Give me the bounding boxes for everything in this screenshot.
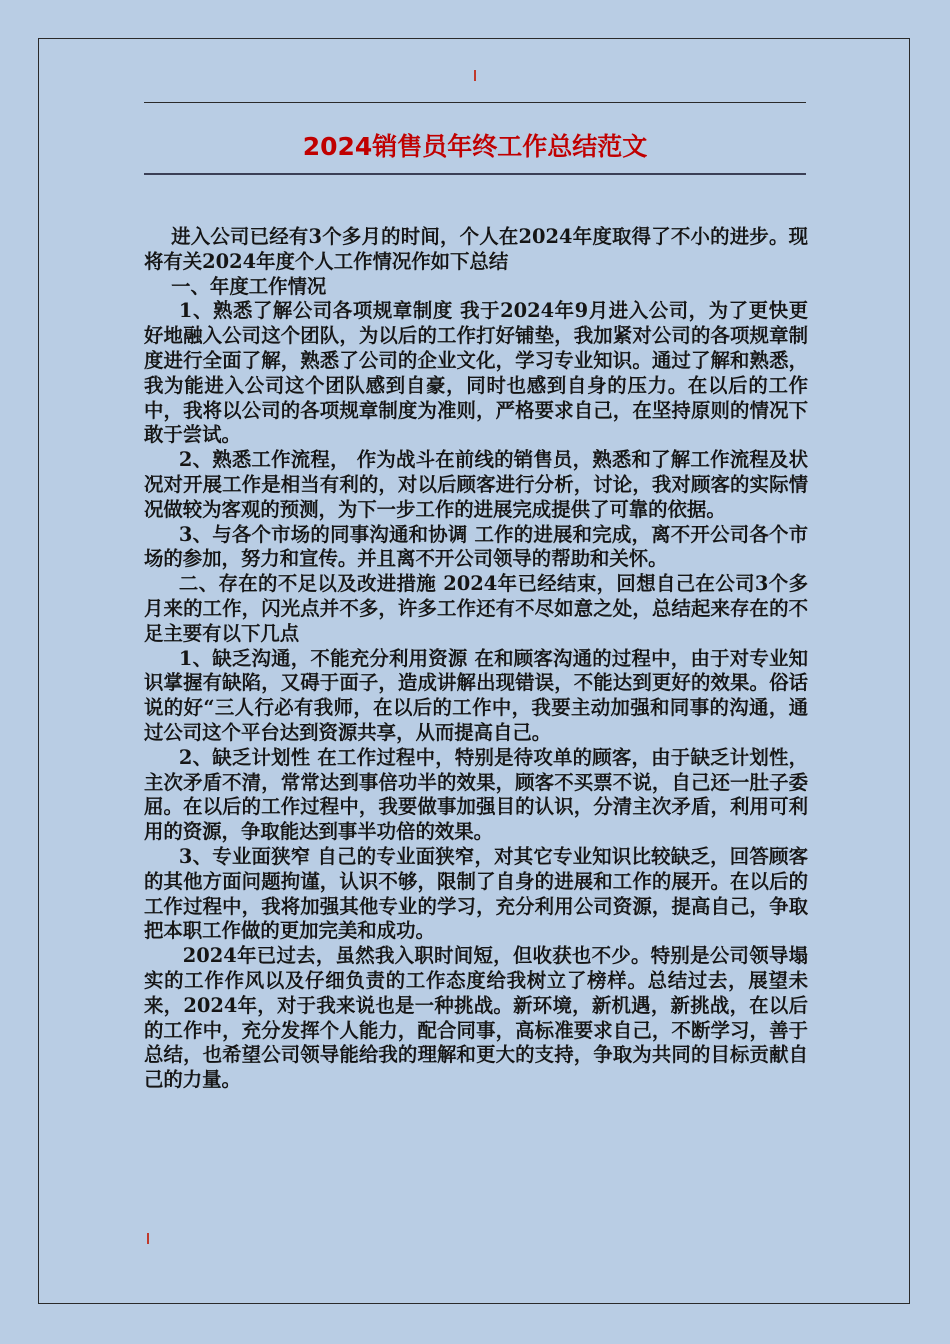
closing-paragraph: 2024年已过去，虽然我入职时间短，但收获也不少。特别是公司领导塌实的工作作风以及仔细负责的工作态度给我树立了榜样。总结过去，展望未来，2024年，对于我来说也是一种挑战。新环境，新机遇，新挑战，在以后的工作中，充分发挥个人能力，配合同事，高标准要求自己，不断学习，善于总结，也希望公司领导能给我的理解和更大的支持，争取为共同的目标贡献自己的力量。 (144, 944, 808, 1092)
title-divider (144, 173, 806, 175)
header-mark (474, 70, 476, 81)
header-divider (144, 102, 806, 103)
item-paragraph: 1、熟悉了解公司各项规章制度 我于2024年9月进入公司，为了更快更好地融入公司这个团队，为以后的工作打好铺垫，我加紧对公司的各项规章制度进行全面了解，熟悉了公司的企业文化，学习专业知识。通过了解和熟悉，我为能进入公司这个团队感到自豪，同时也感到自身的压力。在以后的工作中，我将以公司的各项规章制度为准则，严格要求自己，在坚持原则的情况下敢于尝试。 (144, 299, 808, 447)
section-paragraph-shortcomings: 二、存在的不足以及改进措施 2024年已经结束，回想自己在公司3个多月来的工作，闪光点并不多，许多工作还有不尽如意之处，总结起来存在的不足主要有以下几点 (144, 572, 808, 645)
document-title: 2024销售员年终工作总结范文 (302, 132, 648, 161)
item-paragraph: 3、与各个市场的同事沟通和协调 工作的进展和完成，离不开公司各个市场的参加，努力和宣传。并且离不开公司领导的帮助和关怀。 (144, 522, 808, 571)
item-paragraph: 2、缺乏计划性 在工作过程中，特别是待攻单的顾客，由于缺乏计划性，主次矛盾不清，常常达到事倍功半的效果，顾客不买票不说，自己还一肚子委屈。在以后的工作过程中，我要做事加强目的认识，分清主次矛盾，利用可利用的资源，争取能达到事半功倍的效果。 (144, 745, 808, 844)
item-paragraph: 2、熟悉工作流程， 作为战斗在前线的销售员，熟悉和了解工作流程及状况对开展工作是相当有利的，对以后顾客进行分析，讨论，我对顾客的实际情况做较为客观的预测，为下一步工作的进展完成提供了可靠的依据。 (144, 448, 808, 521)
item-paragraph: 3、专业面狭窄 自己的专业面狭窄，对其它专业知识比较缺乏，回答顾客的其他方面问题拘谨，认识不够，限制了自身的进展和工作的展开。在以后的工作过程中，我将加强其他专业的学习，充分利用公司资源，提高自己，争取把本职工作做的更加完美和成功。 (144, 844, 808, 943)
footer-mark (147, 1233, 149, 1244)
item-paragraph: 1、缺乏沟通，不能充分利用资源 在和顾客沟通的过程中，由于对专业知识掌握有缺陷，又碍于面子，造成讲解出现错误，不能达到更好的效果。俗话说的好“三人行必有我师，在以后的工作中，我要主动加强和同事的沟通，通过公司这个平台达到资源共享，从而提高自己。 (144, 646, 808, 744)
intro-paragraph: 进入公司已经有3个多月的时间，个人在2024年度取得了不小的进步。现将有关2024年度个人工作情况作如下总结 (144, 225, 808, 273)
document-body (144, 225, 808, 1093)
section-heading-annual-work: 一、年度工作情况 (171, 274, 327, 298)
